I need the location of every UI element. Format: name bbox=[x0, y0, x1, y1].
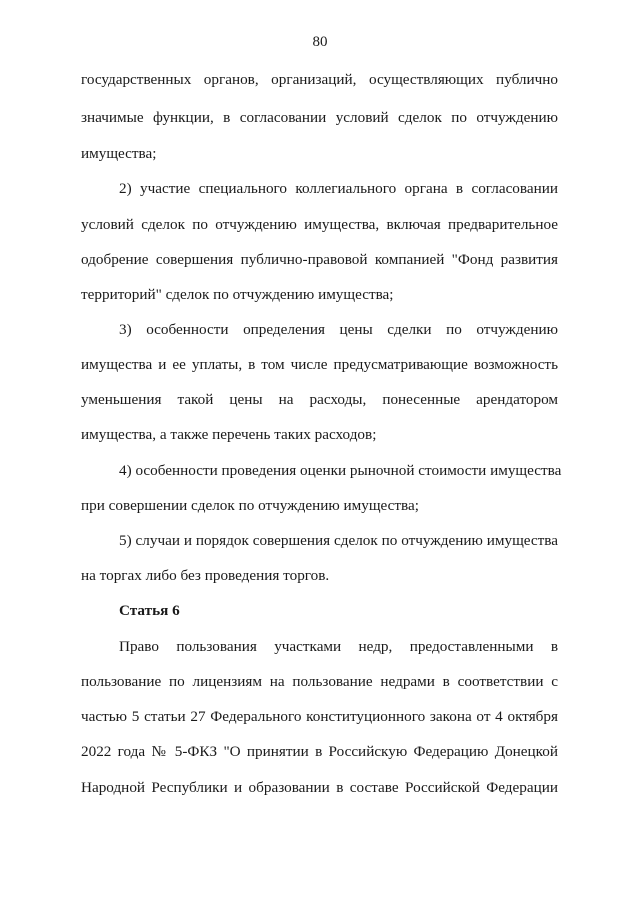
text-line: государственных органов, организаций, осуществляющих публично bbox=[81, 71, 558, 88]
list-item-4: 4) особенности проведения оценки рыночной стоимости имущества bbox=[119, 462, 562, 479]
text-line: Народной Республики и образовании в составе Российской Федерации bbox=[81, 779, 558, 796]
text-line: пользование по лицензиям на пользование недрами в соответствии с bbox=[81, 673, 558, 690]
text-line: частью 5 статьи 27 Федерального конституционного закона от 4 октября bbox=[81, 708, 558, 725]
text-line: уменьшения такой цены на расходы, понесенные арендатором bbox=[81, 391, 558, 408]
article-heading: Статья 6 bbox=[119, 602, 180, 619]
text-line: одобрение совершения публично-правовой компанией "Фонд развития bbox=[81, 251, 558, 268]
list-item-3: 3) особенности определения цены сделки по отчуждению bbox=[119, 321, 558, 338]
text-line: значимые функции, в согласовании условий сделок по отчуждению bbox=[81, 109, 558, 126]
text-line: 2022 года № 5-ФКЗ "О принятии в Российскую Федерацию Донецкой bbox=[81, 743, 558, 760]
text-line: имущества и ее уплаты, в том числе предусматривающие возможность bbox=[81, 356, 558, 373]
text-line: на торгах либо без проведения торгов. bbox=[81, 567, 330, 584]
list-item-5: 5) случаи и порядок совершения сделок по отчуждению имущества bbox=[119, 532, 558, 549]
text-line: при совершении сделок по отчуждению имущества; bbox=[81, 497, 419, 514]
page-number: 80 bbox=[312, 34, 328, 50]
text-line: условий сделок по отчуждению имущества, включая предварительное bbox=[81, 216, 558, 233]
article-paragraph-start: Право пользования участками недр, предоставленными в bbox=[119, 638, 558, 655]
text-line: имущества; bbox=[81, 145, 157, 162]
text-line: территорий" сделок по отчуждению имущества; bbox=[81, 286, 394, 303]
text-line: имущества, а также перечень таких расходов; bbox=[81, 426, 377, 443]
list-item-2: 2) участие специального коллегиального органа в согласовании bbox=[119, 180, 558, 197]
